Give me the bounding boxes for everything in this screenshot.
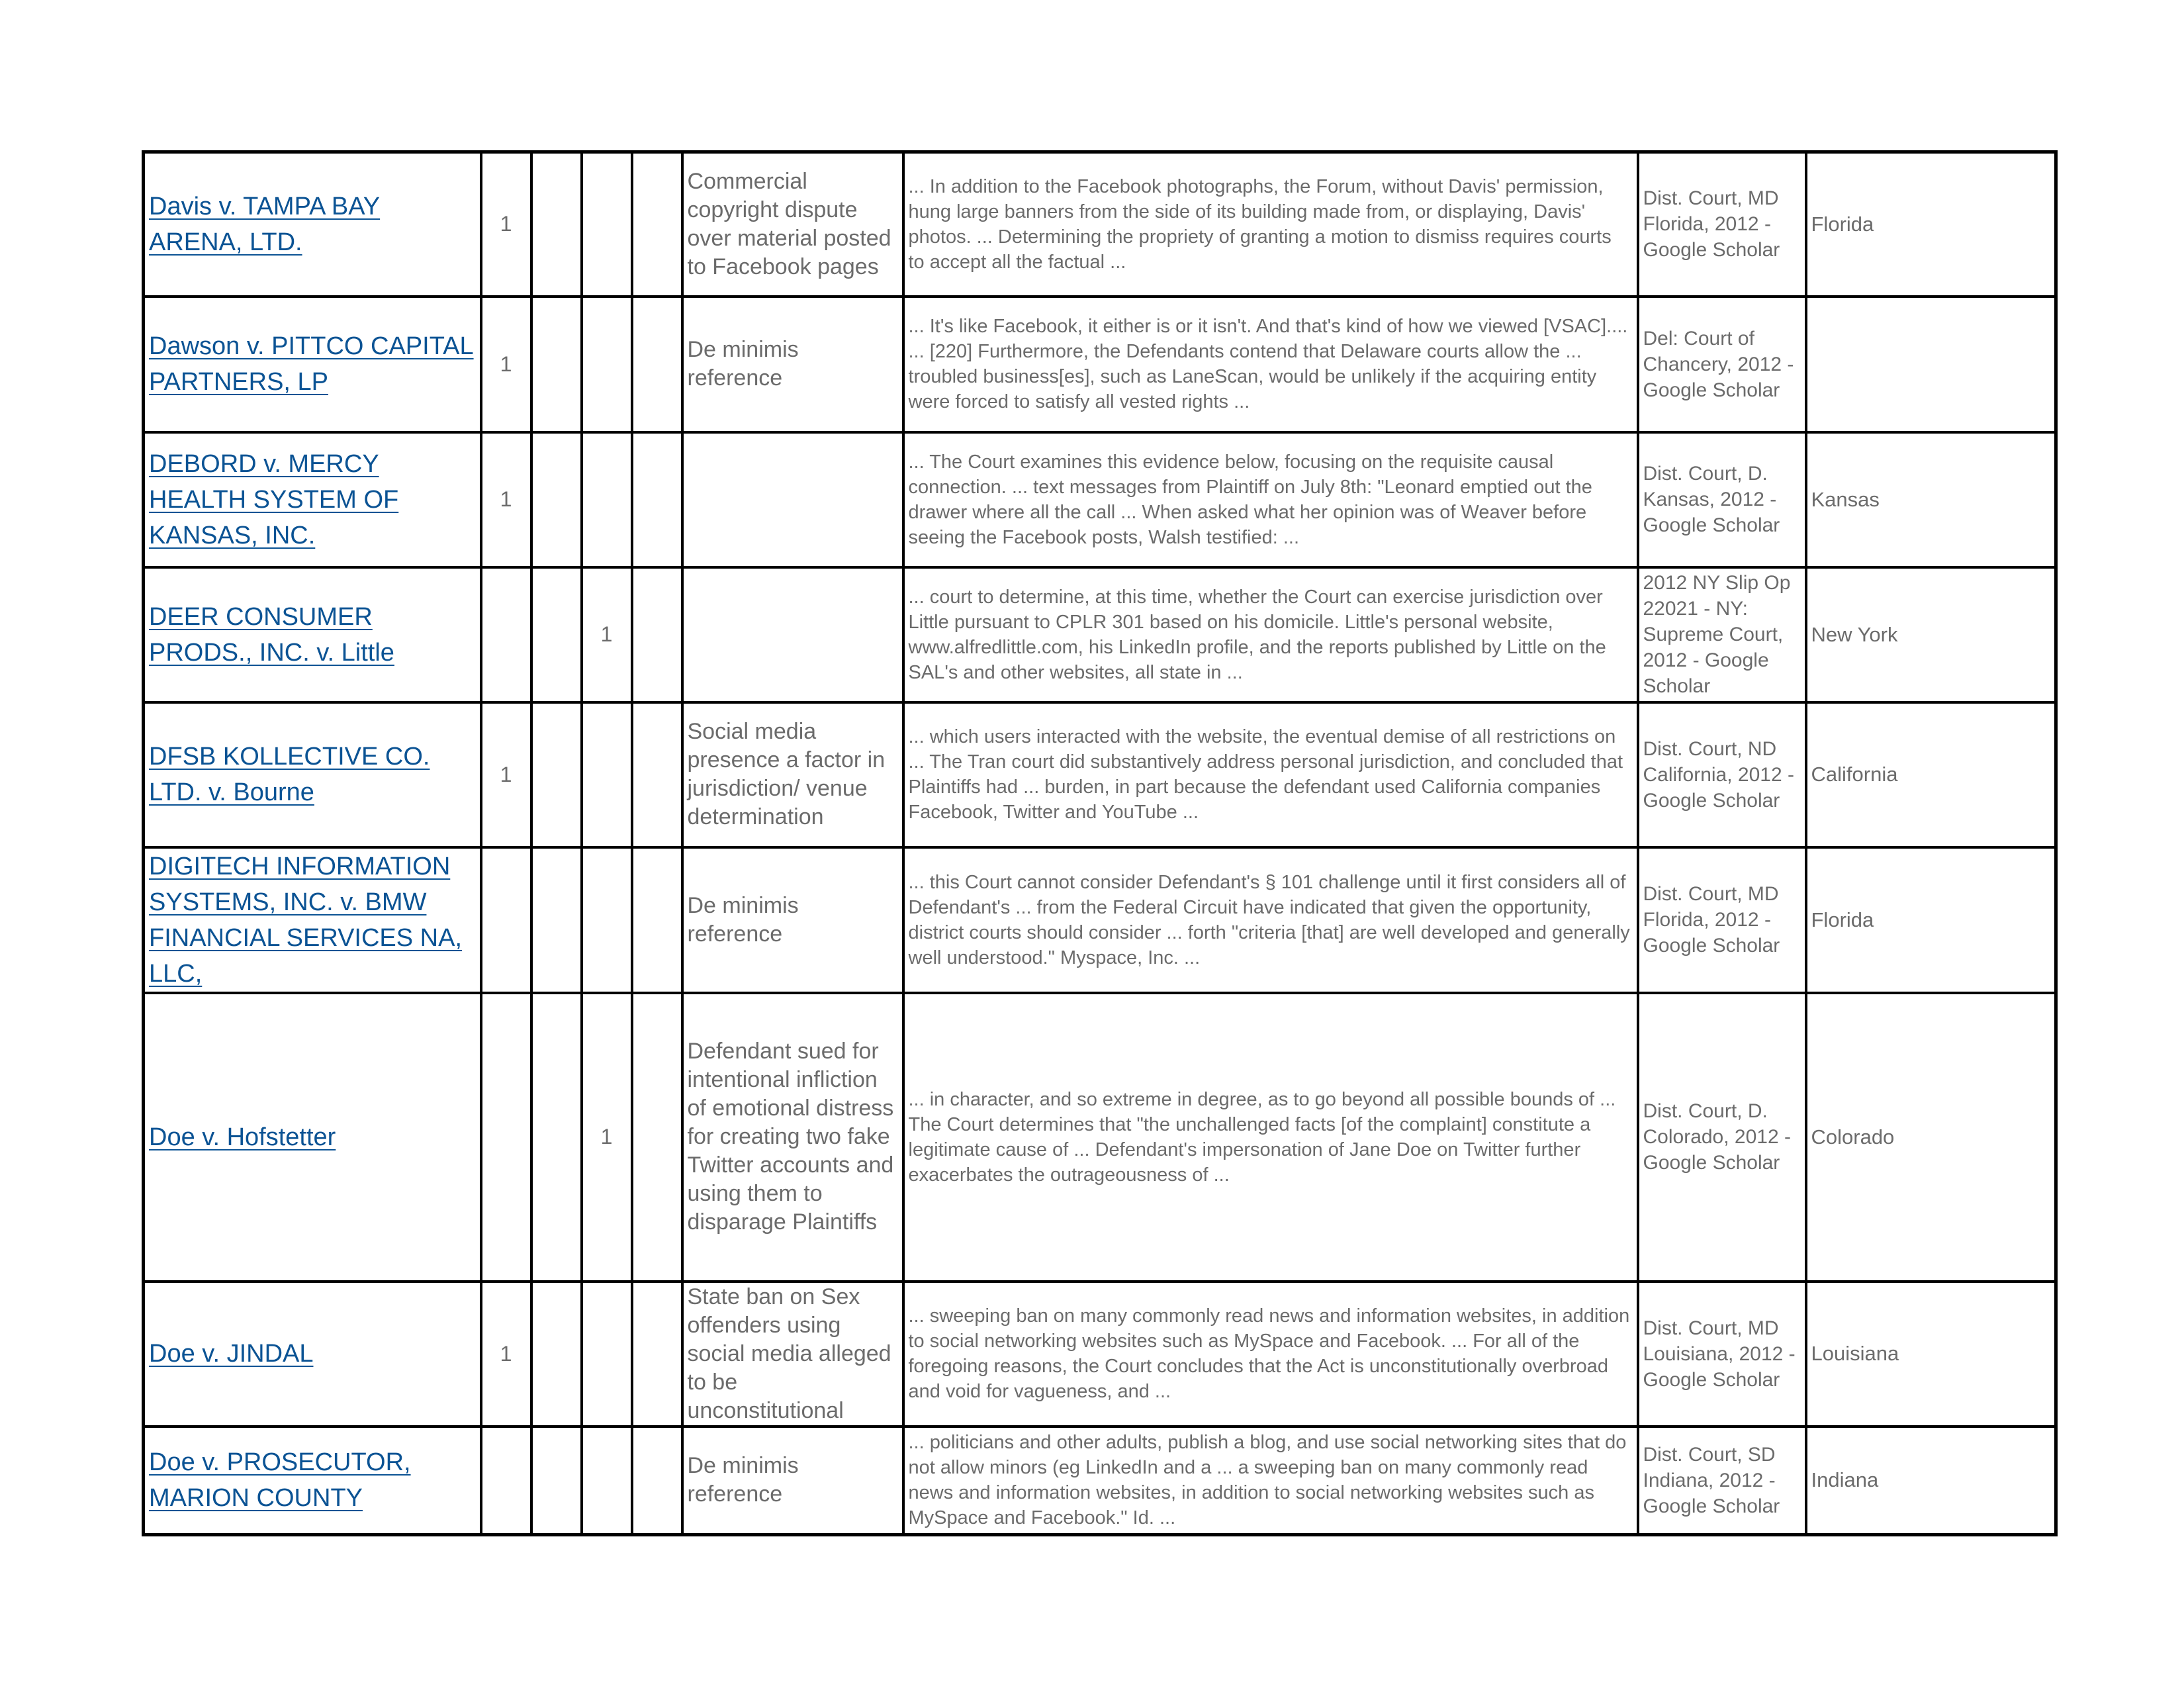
- note-cell: State ban on Sex offenders using social media alleged to be unconstitutional: [682, 1282, 903, 1427]
- source-cell: Dist. Court, SD Indiana, 2012 - Google Scholar: [1638, 1427, 1806, 1535]
- count-cell: [582, 432, 632, 567]
- source-cell: Dist. Court, MD Florida, 2012 - Google Scholar: [1638, 847, 1806, 993]
- case-link[interactable]: Dawson v. PITTCO CAPITAL PARTNERS, LP: [149, 332, 474, 396]
- case-name-cell: [144, 1427, 481, 1535]
- count-cell: [632, 567, 682, 702]
- count-cell: [531, 152, 582, 297]
- table-row: [144, 567, 2056, 702]
- source-cell: Del: Court of Chancery, 2012 - Google Scholar: [1638, 297, 1806, 432]
- snippet-cell: ... It's like Facebook, it either is or it isn't. And that's kind of how we viewed [VSAC].... ... [220] Furthermore, the Defendants contend that Delaware courts allow the ... troubled business[es], such as LaneScan, would be unlikely if the acquiring entity were forced to satisfy all vested rights ...: [903, 297, 1638, 432]
- count-cell: [632, 152, 682, 297]
- state-cell: New York: [1806, 567, 2056, 702]
- case-link[interactable]: DIGITECH INFORMATION SYSTEMS, INC. v. BMW FINANCIAL SERVICES NA, LLC,: [149, 852, 463, 988]
- snippet-cell: ... sweeping ban on many commonly read news and information websites, in addition to social networking websites such as MySpace and Facebook. ... For all of the foregoing reasons, the Court concludes that the Act is unconstitutionally overbroad and void for vagueness, and ...: [903, 1282, 1638, 1427]
- count-cell: [582, 847, 632, 993]
- source-cell: Dist. Court, MD Florida, 2012 - Google Scholar: [1638, 152, 1806, 297]
- count-cell: [582, 152, 632, 297]
- table-row: [144, 432, 2056, 567]
- note-cell: De minimis reference: [682, 847, 903, 993]
- state-cell: California: [1806, 702, 2056, 847]
- table-row: [144, 993, 2056, 1282]
- case-name-cell: [144, 847, 481, 993]
- case-link[interactable]: Doe v. Hofstetter: [149, 1123, 336, 1151]
- count-cell: [582, 1282, 632, 1427]
- case-link[interactable]: DEBORD v. MERCY HEALTH SYSTEM OF KANSAS, INC.: [149, 449, 399, 549]
- snippet-cell: ... this Court cannot consider Defendant's § 101 challenge until it first considers all of Defendant's ... from the Federal Circuit have indicated that given the opportunity, district courts should consider ... forth "criteria [that] are well developed and generally well understood." Myspace, Inc. ...: [903, 847, 1638, 993]
- note-cell: De minimis reference: [682, 297, 903, 432]
- table-row: [144, 297, 2056, 432]
- note-cell: Social media presence a factor in jurisdiction/ venue determination: [682, 702, 903, 847]
- count-cell: 1: [481, 432, 531, 567]
- case-name-cell: [144, 152, 481, 297]
- count-cell: [531, 432, 582, 567]
- count-cell: 1: [481, 702, 531, 847]
- case-name-cell: [144, 567, 481, 702]
- count-cell: [531, 702, 582, 847]
- count-cell: [481, 567, 531, 702]
- note-cell: [682, 432, 903, 567]
- count-cell: [481, 993, 531, 1282]
- case-name-cell: [144, 702, 481, 847]
- case-link[interactable]: Doe v. PROSECUTOR, MARION COUNTY: [149, 1448, 411, 1513]
- case-name-cell: [144, 432, 481, 567]
- count-cell: [632, 297, 682, 432]
- state-cell: Indiana: [1806, 1427, 2056, 1535]
- count-cell: [531, 1282, 582, 1427]
- table-row: [144, 1427, 2056, 1535]
- count-cell: 1: [481, 1282, 531, 1427]
- count-cell: [481, 847, 531, 993]
- count-cell: 1: [481, 152, 531, 297]
- table-row: [144, 1282, 2056, 1427]
- state-cell: Louisiana: [1806, 1282, 2056, 1427]
- count-cell: [531, 1427, 582, 1535]
- source-cell: Dist. Court, MD Louisiana, 2012 - Google Scholar: [1638, 1282, 1806, 1427]
- count-cell: 1: [481, 297, 531, 432]
- snippet-cell: ... which users interacted with the website, the eventual demise of all restrictions on ... The Tran court did substantively address personal jurisdiction, and concluded that Plaintiffs had ... burden, in part because the defendant used California companies Facebook, Twitter and YouTube ...: [903, 702, 1638, 847]
- snippet-cell: ... In addition to the Facebook photographs, the Forum, without Davis' permission, hung large banners from the side of its building made from, or displaying, Davis' photos. ... Determining the propriety of granting a motion to dismiss requires courts to accept all the factual ...: [903, 152, 1638, 297]
- case-link[interactable]: DFSB KOLLECTIVE CO. LTD. v. Bourne: [149, 743, 430, 806]
- count-cell: [582, 297, 632, 432]
- snippet-cell: ... The Court examines this evidence below, focusing on the requisite causal connection. ... text messages from Plaintiff on July 8th: "Leonard emptied out the drawer where all the call ... When asked what her opinion was of Weaver before seeing the Facebook posts, Walsh testified: ...: [903, 432, 1638, 567]
- note-cell: De minimis reference: [682, 1427, 903, 1535]
- count-cell: [531, 567, 582, 702]
- source-cell: 2012 NY Slip Op 22021 - NY: Supreme Court, 2012 - Google Scholar: [1638, 567, 1806, 702]
- state-cell: Florida: [1806, 152, 2056, 297]
- case-link[interactable]: DEER CONSUMER PRODS., INC. v. Little: [149, 602, 394, 667]
- count-cell: [632, 847, 682, 993]
- count-cell: [582, 702, 632, 847]
- state-cell: Colorado: [1806, 993, 2056, 1282]
- note-cell: Defendant sued for intentional infliction of emotional distress for creating two fake Twitter accounts and using them to disparage Plaintiffs: [682, 993, 903, 1282]
- case-name-cell: [144, 993, 481, 1282]
- source-cell: Dist. Court, D. Kansas, 2012 - Google Scholar: [1638, 432, 1806, 567]
- source-cell: Dist. Court, D. Colorado, 2012 - Google Scholar: [1638, 993, 1806, 1282]
- case-name-cell: [144, 297, 481, 432]
- note-cell: Commercial copyright dispute over material posted to Facebook pages: [682, 152, 903, 297]
- count-cell: [531, 847, 582, 993]
- case-link[interactable]: Davis v. TAMPA BAY ARENA, LTD.: [149, 192, 381, 256]
- snippet-cell: ... politicians and other adults, publish a blog, and use social networking sites that do not allow minors (eg LinkedIn and a ... a sweeping ban on many commonly read news and information websites, in addition to social networking websites such as MySpace and Facebook." Id. ...: [903, 1427, 1638, 1535]
- count-cell: [632, 1282, 682, 1427]
- table-row: [144, 847, 2056, 993]
- case-link[interactable]: Doe v. JINDAL: [149, 1340, 314, 1368]
- case-table: [142, 150, 2058, 1536]
- count-cell: [632, 702, 682, 847]
- count-cell: [531, 297, 582, 432]
- note-cell: [682, 567, 903, 702]
- snippet-cell: ... court to determine, at this time, whether the Court can exercise jurisdiction over Little pursuant to CPLR 301 based on his domicile. Little's personal website, www.alfredlittle.com, his LinkedIn profile, and the reports published by Little on the SAL's and other websites, all state in ...: [903, 567, 1638, 702]
- table-row: [144, 152, 2056, 297]
- count-cell: [632, 432, 682, 567]
- count-cell: [632, 1427, 682, 1535]
- count-cell: 1: [582, 567, 632, 702]
- source-cell: Dist. Court, ND California, 2012 - Google Scholar: [1638, 702, 1806, 847]
- case-name-cell: [144, 1282, 481, 1427]
- table-row: [144, 702, 2056, 847]
- count-cell: [632, 993, 682, 1282]
- state-cell: [1806, 297, 2056, 432]
- count-cell: [582, 1427, 632, 1535]
- count-cell: 1: [582, 993, 632, 1282]
- snippet-cell: ... in character, and so extreme in degree, as to go beyond all possible bounds of ... The Court determines that "the unchallenged facts [of the complaint] constitute a legitimate cause of ... Defendant's impersonation of Jane Doe on Twitter further exacerbates the outrageousness of ...: [903, 993, 1638, 1282]
- count-cell: [481, 1427, 531, 1535]
- state-cell: Florida: [1806, 847, 2056, 993]
- count-cell: [531, 993, 582, 1282]
- state-cell: Kansas: [1806, 432, 2056, 567]
